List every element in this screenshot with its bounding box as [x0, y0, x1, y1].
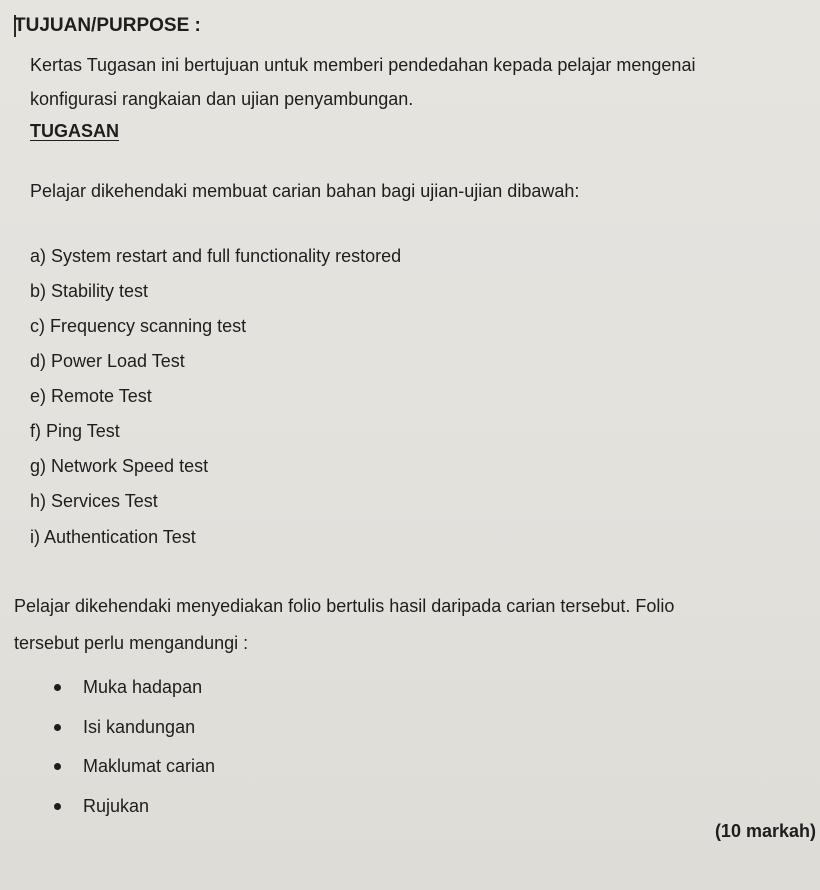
bullet-icon	[54, 684, 61, 691]
bullet-icon	[54, 724, 61, 731]
test-item: i) Authentication Test	[30, 527, 196, 547]
test-item: b) Stability test	[30, 281, 149, 301]
folio-content-item	[54, 795, 149, 817]
test-item: e) Remote Test	[30, 386, 152, 406]
folio-content-label: Muka hadapan	[83, 677, 203, 697]
folio-instruction-line-2: tersebut perlu mengandungi :	[14, 633, 249, 653]
folio-content-item	[54, 755, 215, 777]
tugasan-heading: TUGASAN	[30, 121, 119, 141]
folio-content-item	[54, 676, 202, 698]
purpose-text-line-2: konfigurasi rangkaian dan ujian penyambungan.	[30, 89, 414, 109]
bullet-icon	[54, 763, 61, 770]
marks-label: (10 markah)	[714, 821, 816, 841]
test-item: c) Frequency scanning test	[30, 316, 247, 336]
folio-content-label: Maklumat carian	[83, 756, 216, 776]
tugasan-instruction: Pelajar dikehendaki membuat carian bahan bagi ujian-ujian dibawah:	[30, 181, 580, 201]
test-item: d) Power Load Test	[30, 351, 185, 371]
folio-content-label: Rujukan	[83, 796, 150, 816]
test-item: g) Network Speed test	[30, 456, 209, 476]
folio-instruction-line-1: Pelajar dikehendaki menyediakan folio bertulis hasil daripada carian tersebut. Folio	[14, 596, 675, 616]
purpose-title: TUJUAN/PURPOSE :	[14, 15, 201, 36]
bullet-icon	[54, 803, 61, 810]
purpose-text-line-1: Kertas Tugasan ini bertujuan untuk memberi pendedahan kepada pelajar mengenai	[30, 55, 696, 75]
test-item: f) Ping Test	[30, 421, 120, 441]
folio-content-item	[54, 716, 195, 738]
test-item: h) Services Test	[30, 491, 158, 511]
test-item: a) System restart and full functionality restored	[30, 246, 402, 266]
folio-content-label: Isi kandungan	[83, 717, 196, 737]
